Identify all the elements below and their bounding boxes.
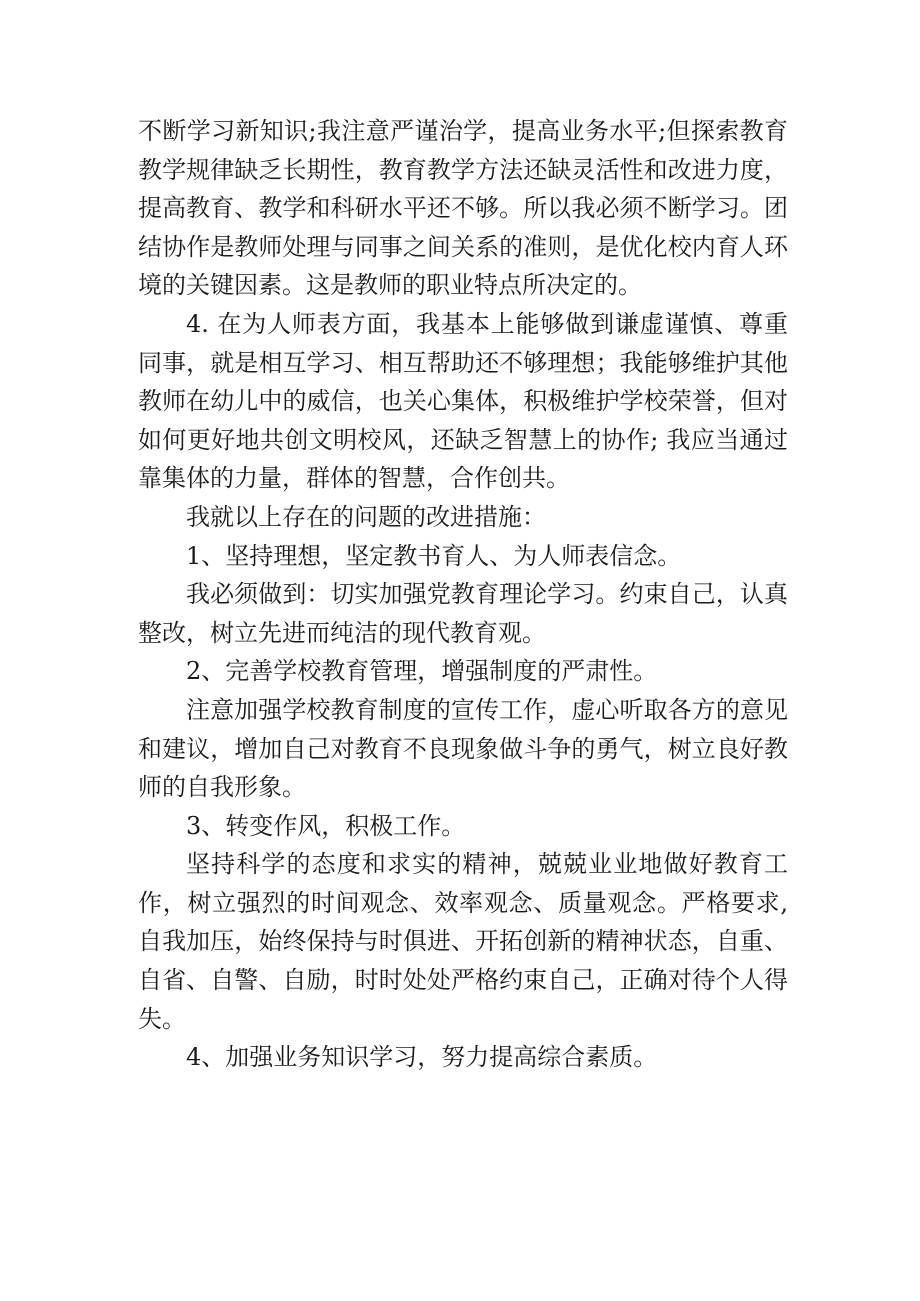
paragraph-continuation: 不断学习新知识;我注意严谨治学，提高业务水平;但探索教育教学规律缺乏长期性，教育教学方法还缺灵活性和改进力度，提高教育、教学和科研水平还不够。所以我必须不断学习。团结协作是教师处理与同事之间关系的准则，是优化校内育人环境的关键因素。这是教师的职业特点所决定的。 (138, 117, 788, 300)
paragraph-point-4: 4. 在为人师表方面，我基本上能够做到谦虚谨慎、尊重同事，就是相互学习、相互帮助还不够理想；我能够维护其他教师在幼儿中的威信，也关心集体，积极维护学校荣誉，但对如何更好地共创文明校风，还缺乏智慧上的协作; 我应当通过靠集体的力量，群体的智慧，合作创共。 (138, 309, 788, 493)
paragraph-measures-intro: 我就以上存在的问题的改进措施： (186, 502, 546, 531)
heading-measure-2: 2、完善学校教育管理，增强制度的严肃性。 (186, 657, 658, 686)
heading-measure-1: 1、坚持理想，坚定教书育人、为人师表信念。 (186, 541, 682, 570)
paragraph-measure-3: 坚持科学的态度和求实的精神，兢兢业业地做好教育工作，树立强烈的时间观念、效率观念、质量观念。严格要求, 自我加压，始终保持与时俱进、开拓创新的精神状态，自重、自省、自警、自励，时时处处严格约束自己，正确对待个人得失。 (138, 850, 788, 1033)
paragraph-measure-1: 我必须做到：切实加强党教育理论学习。约束自己，认真整改，树立先进而纯洁的现代教育观。 (138, 580, 788, 647)
heading-measure-4: 4、加强业务知识学习，努力提高综合素质。 (186, 1043, 658, 1072)
heading-measure-3: 3、转变作风，积极工作。 (186, 811, 466, 840)
paragraph-measure-2: 注意加强学校教育制度的宣传工作，虚心听取各方的意见和建议，增加自己对教育不良现象做斗争的勇气，树立良好教师的自我形象。 (138, 695, 788, 802)
document-body (138, 112, 788, 1077)
